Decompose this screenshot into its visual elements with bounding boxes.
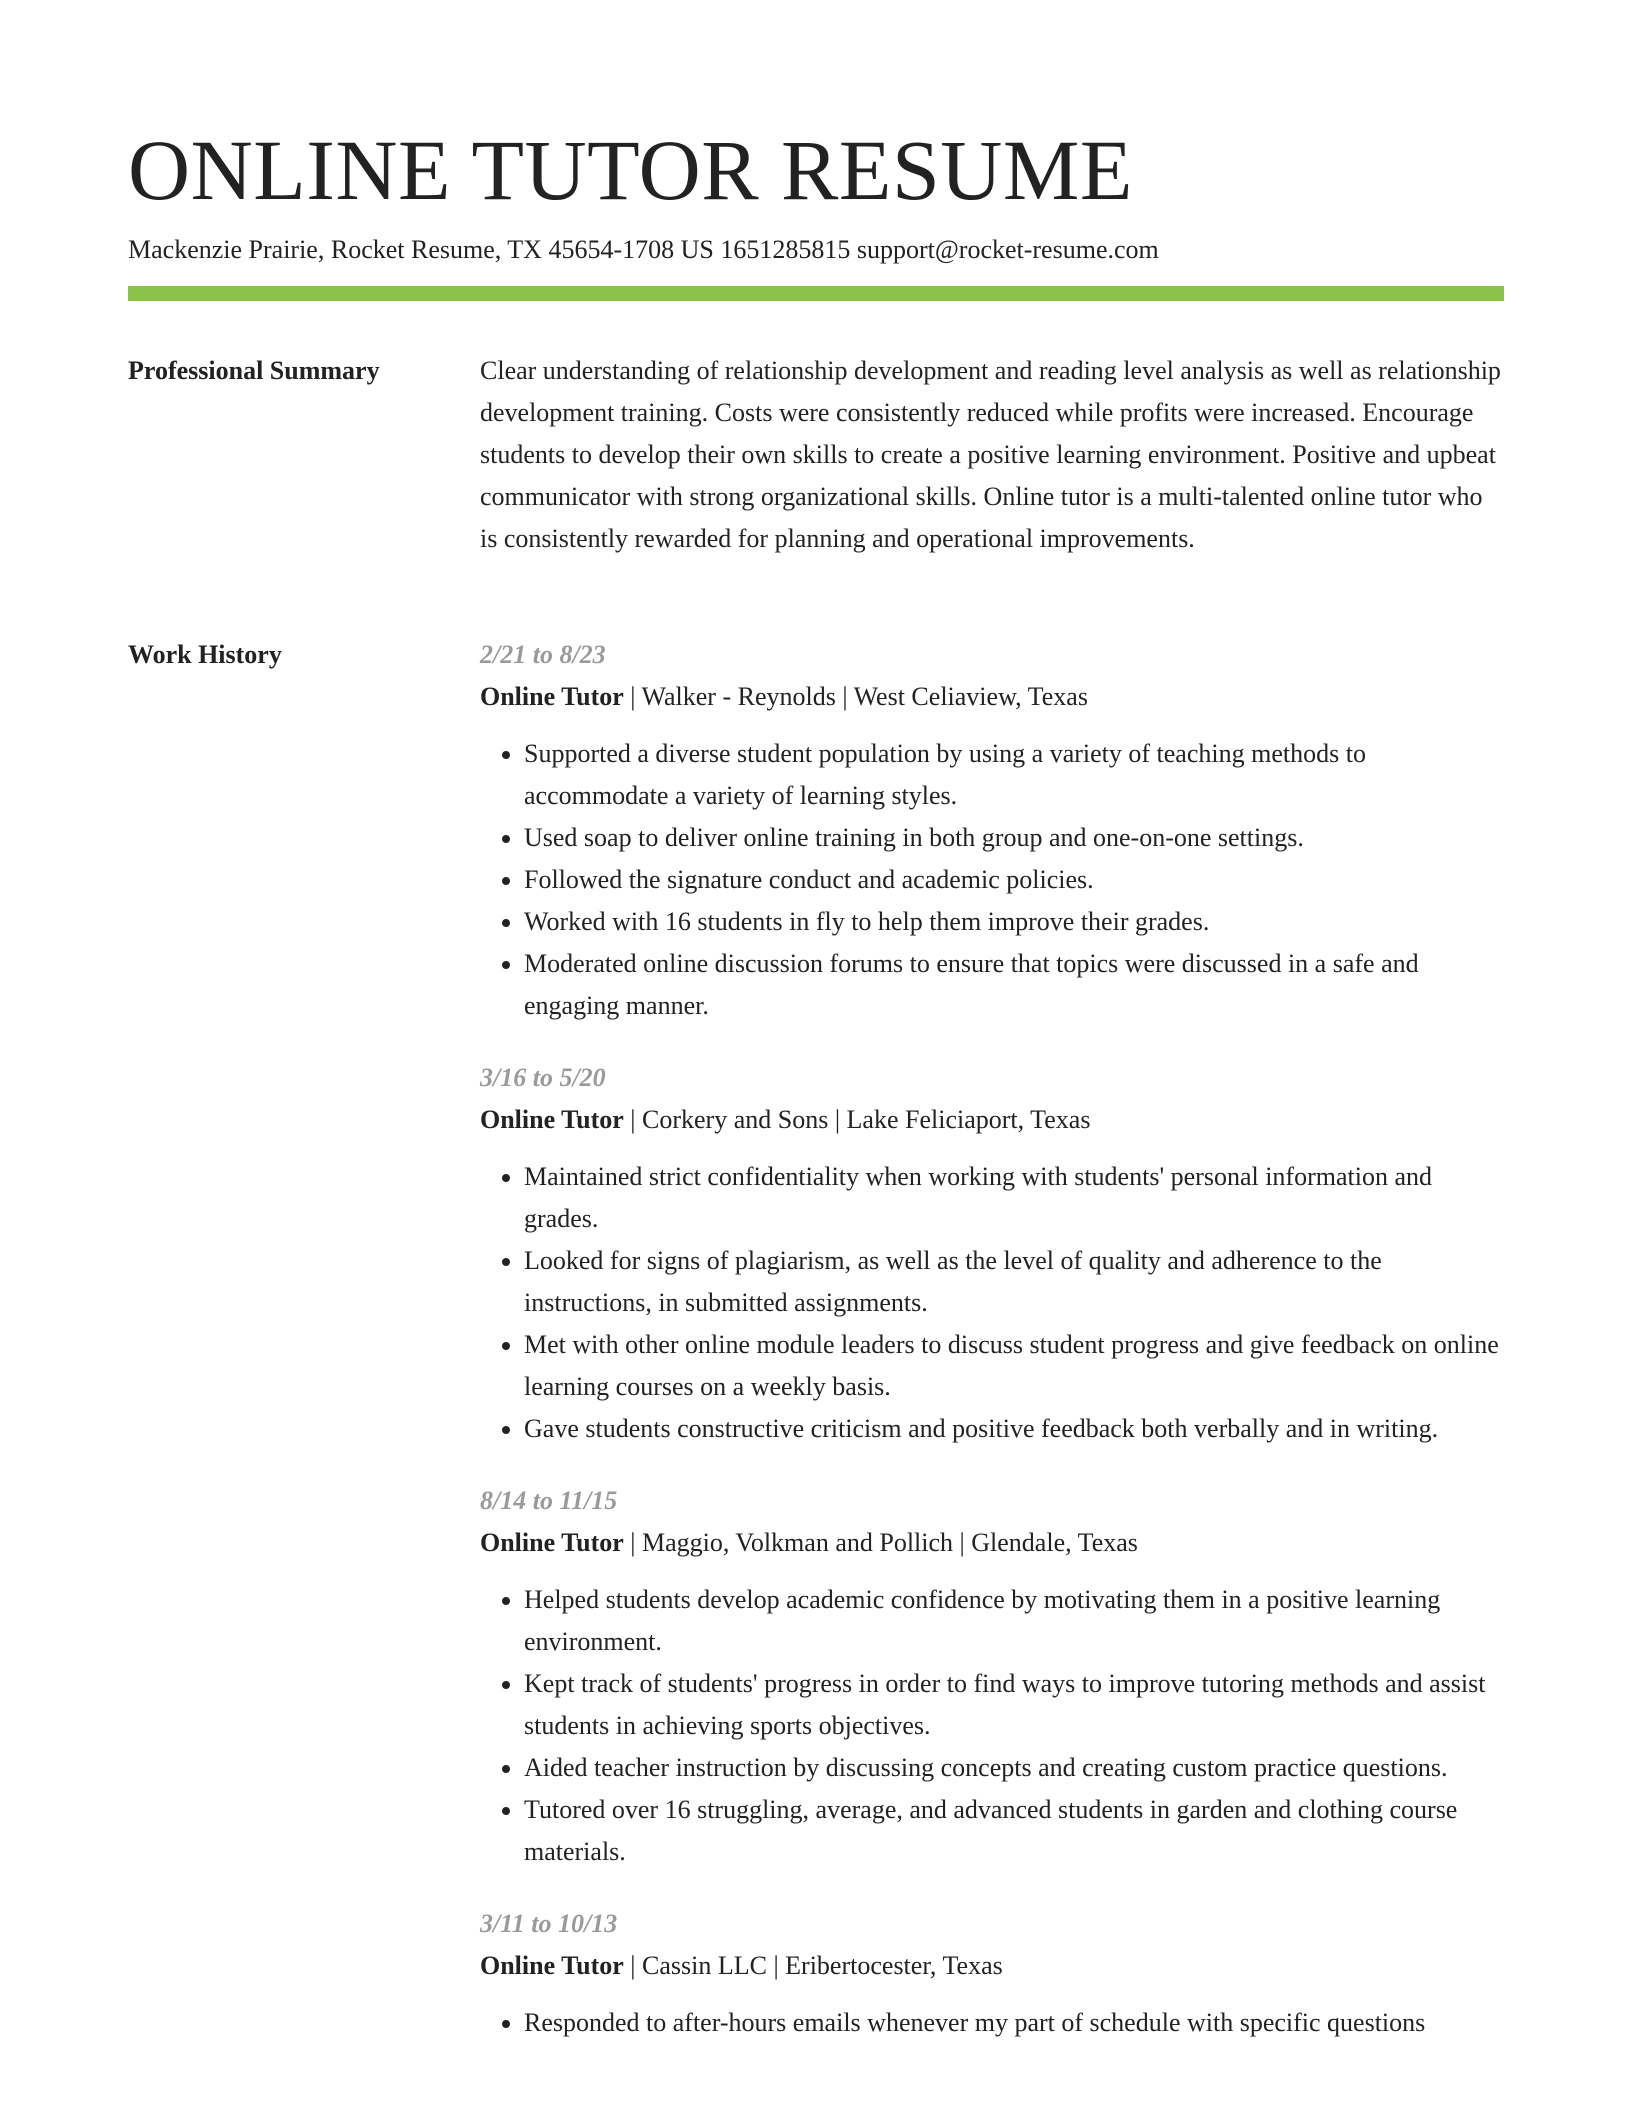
- job-bullet: • Followed the signature conduct and academic policies.: [524, 859, 1504, 901]
- job-location: Glendale, Texas: [971, 1528, 1138, 1557]
- job-entry: [480, 1903, 1504, 2044]
- job-bullet-list: [480, 2002, 1504, 2044]
- job-bullet: • Moderated online discussion forums to ensure that topics were discussed in a safe and engaging manner.: [524, 943, 1504, 1027]
- summary-body: [480, 350, 1504, 560]
- job-location: Lake Feliciaport, Texas: [846, 1105, 1091, 1134]
- job-dates: 8/14 to 11/15: [480, 1486, 618, 1515]
- job-dates: 2/21 to 8/23: [480, 640, 606, 669]
- job-heading: [480, 1522, 1504, 1564]
- job-bullet: • Aided teacher instruction by discussing concepts and creating custom practice questions.: [524, 1747, 1504, 1789]
- section-label-professional-summary: Professional Summary: [128, 356, 380, 385]
- job-bullet: • Looked for signs of plagiarism, as well as the level of quality and adherence to the instructions, in submitted assignments.: [524, 1240, 1504, 1324]
- job-company: Maggio, Volkman and Pollich: [642, 1528, 954, 1557]
- job-title: Online Tutor: [480, 1105, 624, 1134]
- job-bullet: • Responded to after-hours emails whenever my part of schedule with specific questions: [524, 2002, 1504, 2044]
- job-separator: |: [828, 1105, 847, 1134]
- job-location: West Celiaview, Texas: [853, 682, 1088, 711]
- job-bullet: • Gave students constructive criticism and positive feedback both verbally and in writing.: [524, 1408, 1504, 1450]
- job-company: Cassin LLC: [642, 1951, 767, 1980]
- work-history-list: [480, 634, 1504, 2074]
- job-separator: |: [835, 682, 854, 711]
- job-dates: 3/11 to 10/13: [480, 1909, 618, 1938]
- job-bullet: • Worked with 16 students in fly to help them improve their grades.: [524, 901, 1504, 943]
- job-bullet: • Used soap to deliver online training in both group and one-on-one settings.: [524, 817, 1504, 859]
- job-company: Corkery and Sons: [642, 1105, 829, 1134]
- job-bullet: • Supported a diverse student population by using a variety of teaching methods to accommodate a variety of learning styles.: [524, 733, 1504, 817]
- job-entry: [480, 1057, 1504, 1450]
- job-heading: [480, 1099, 1504, 1141]
- contact-line: Mackenzie Prairie, Rocket Resume, TX 45654-1708 US 1651285815 support@rocket-resume.com: [128, 235, 1159, 264]
- job-bullet: • Kept track of students' progress in order to find ways to improve tutoring methods and assist students in achieving sports objectives.: [524, 1663, 1504, 1747]
- job-bullet-list: [480, 733, 1504, 1027]
- job-title: Online Tutor: [480, 682, 624, 711]
- job-entry: [480, 1480, 1504, 1873]
- job-bullet: • Tutored over 16 struggling, average, and advanced students in garden and clothing course materials.: [524, 1789, 1504, 1873]
- job-bullet: • Met with other online module leaders to discuss student progress and give feedback on online learning courses on a weekly basis.: [524, 1324, 1504, 1408]
- job-heading: [480, 676, 1504, 718]
- job-company: Walker - Reynolds: [641, 682, 836, 711]
- job-separator: |: [766, 1951, 786, 1980]
- job-separator: |: [623, 682, 642, 711]
- job-bullet: • Maintained strict confidentiality when working with students' personal information and grades.: [524, 1156, 1504, 1240]
- job-separator: |: [953, 1528, 972, 1557]
- summary-text: Clear understanding of relationship development and reading level analysis as well as relationship development training. Costs were consistently reduced while profits were increased. Encourage students to develop their own skills to create a positive learning environment. Positive and upbeat communicator with strong organizational skills. Online tutor is a multi-talented online tutor who is consistently rewarded for planning and operational improvements.: [480, 356, 1501, 553]
- job-title: Online Tutor: [480, 1951, 624, 1980]
- accent-divider: [128, 286, 1504, 301]
- job-heading: [480, 1945, 1504, 1987]
- job-dates: 3/16 to 5/20: [480, 1063, 606, 1092]
- job-title: Online Tutor: [480, 1528, 624, 1557]
- job-bullet-list: [480, 1156, 1504, 1450]
- job-bullet-list: [480, 1579, 1504, 1873]
- job-separator: |: [623, 1105, 642, 1134]
- resume-title: ONLINE TUTOR RESUME: [128, 122, 1133, 218]
- job-location: Eribertocester, Texas: [785, 1951, 1003, 1980]
- job-separator: |: [623, 1951, 642, 1980]
- job-entry: [480, 634, 1504, 1027]
- job-bullet: • Helped students develop academic confidence by motivating them in a positive learning environment.: [524, 1579, 1504, 1663]
- job-separator: |: [623, 1528, 642, 1557]
- section-label-work-history: Work History: [128, 640, 282, 669]
